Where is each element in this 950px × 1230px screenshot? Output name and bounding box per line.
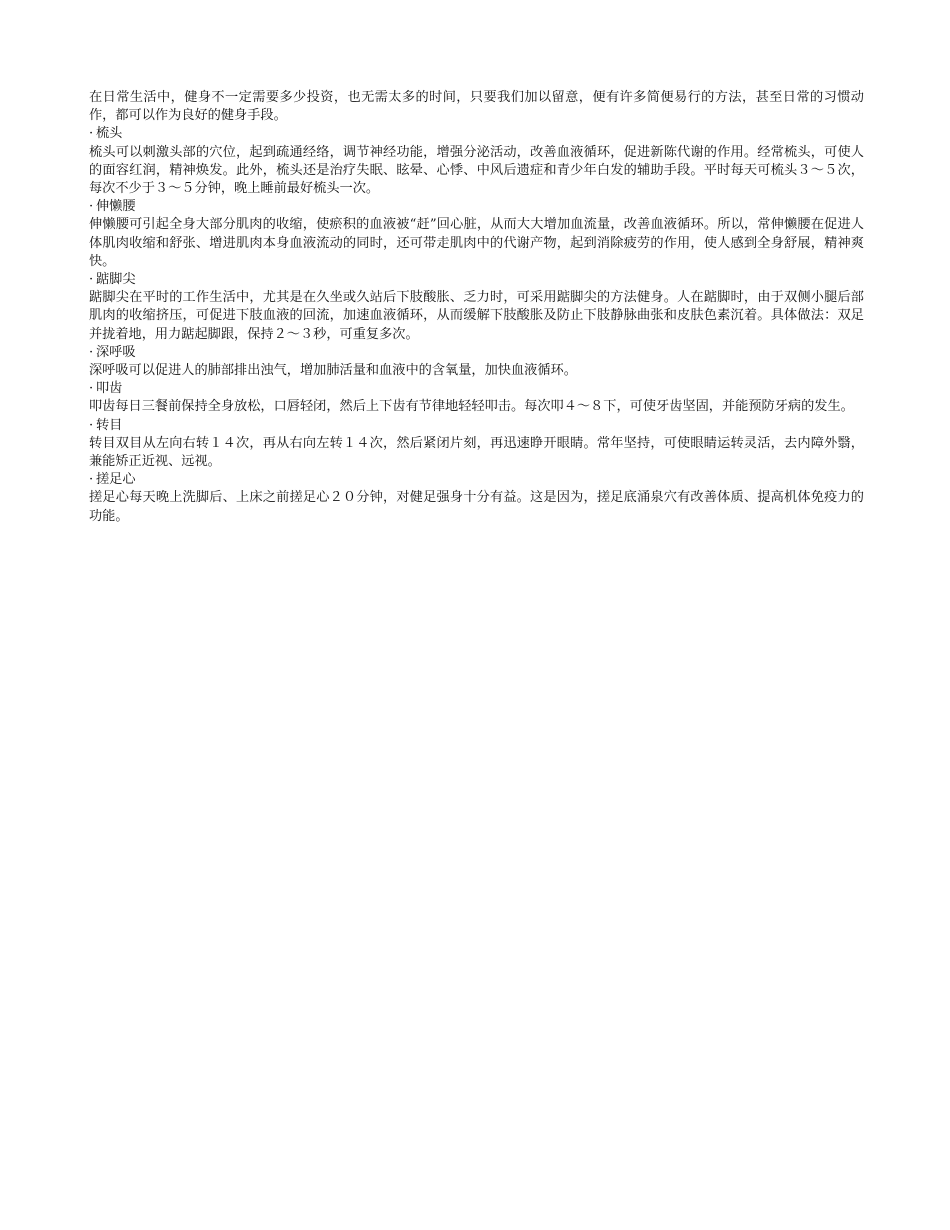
section-body: 叩齿每日三餐前保持全身放松，口唇轻闭，然后上下齿有节律地轻轻叩击。每次叩４～８下，可使牙齿坚固，并能预防牙病的发生。 [89, 399, 854, 415]
section-eye-rolling [89, 417, 864, 472]
section-deep-breath [89, 344, 864, 380]
section-heading-text: 搓足心 [96, 472, 136, 488]
section-heading-text: 踮脚尖 [96, 272, 136, 288]
section-heading-text: 伸懒腰 [96, 199, 136, 215]
section-foot-rubbing [89, 471, 864, 526]
section-heading-text: 叩齿 [96, 381, 123, 397]
bullet-icon: · [89, 272, 94, 288]
section-heading [89, 198, 864, 216]
section-stretch [89, 198, 864, 271]
section-body: 搓足心每天晚上洗脚后、上床之前搓足心２０分钟，对健足强身十分有益。这是因为，搓足底涌泉穴有改善体质、提高机体免疫力的功能。 [89, 490, 864, 524]
bullet-icon: · [89, 344, 94, 360]
section-body: 转目双目从左向右转１４次，再从右向左转１４次，然后紧闭片刻，再迅速睁开眼睛。常年坚持，可使眼睛运转灵活，去内障外翳，兼能矫正近视、远视。 [89, 435, 864, 470]
bullet-icon: · [89, 472, 94, 488]
section-heading-text: 深呼吸 [96, 344, 136, 360]
section-heading [89, 344, 864, 362]
section-heading-text: 转目 [96, 417, 123, 433]
section-heading [89, 417, 864, 435]
section-heading [89, 271, 864, 289]
bullet-icon: · [89, 381, 94, 397]
intro-paragraph: 在日常生活中，健身不一定需要多少投资，也无需太多的时间，只要我们加以留意，便有许多简便易行的方法，甚至日常的习惯动作，都可以作为良好的健身手段。 [89, 90, 864, 124]
section-body: 深呼吸可以促进人的肺部排出浊气，增加肺活量和血液中的含氧量，加快血液循环。 [89, 363, 577, 379]
section-comb-hair [89, 125, 864, 198]
section-heading [89, 125, 864, 143]
section-body: 踮脚尖在平时的工作生活中，尤其是在久坐或久站后下肢酸胀、乏力时，可采用踮脚尖的方法健身。人在踮脚时，由于双侧小腿后部肌肉的收缩挤压，可促进下肢血液的回流，加速血液循环，从而缓解下肢酸胀及防止下肢静脉曲张和皮肤色素沉着。具体做法：双足并拢着地，用力踮起脚跟，保持２～３秒，可重复多次。 [89, 290, 864, 342]
bullet-icon: · [89, 417, 94, 433]
section-heading [89, 380, 864, 398]
section-body: 伸懒腰可引起全身大部分肌肉的收缩，使瘀积的血液被“赶”回心脏，从而大大增加血流量，改善血液循环。所以，常伸懒腰在促进人体肌肉收缩和舒张、增进肌肉本身血液流动的同时，还可带走肌肉中的代谢产物，起到消除疲劳的作用，使人感到全身舒展，精神爽快。 [89, 217, 864, 269]
section-heading [89, 471, 864, 489]
bullet-icon: · [89, 126, 94, 142]
section-teeth-tapping [89, 380, 864, 416]
bullet-icon: · [89, 199, 94, 215]
document-page [89, 89, 864, 526]
section-heading-text: 梳头 [96, 126, 123, 142]
section-body: 梳头可以刺激头部的穴位，起到疏通经络，调节神经功能，增强分泌活动，改善血液循环，促进新陈代谢的作用。经常梳头，可使人的面容红润，精神焕发。此外，梳头还是治疗失眠、眩晕、心悸、中风后遗症和青少年白发的辅助手段。平时每天可梳头３～５次，每次不少于３～５分钟，晚上睡前最好梳头一次。 [89, 144, 864, 197]
section-tiptoe [89, 271, 864, 344]
